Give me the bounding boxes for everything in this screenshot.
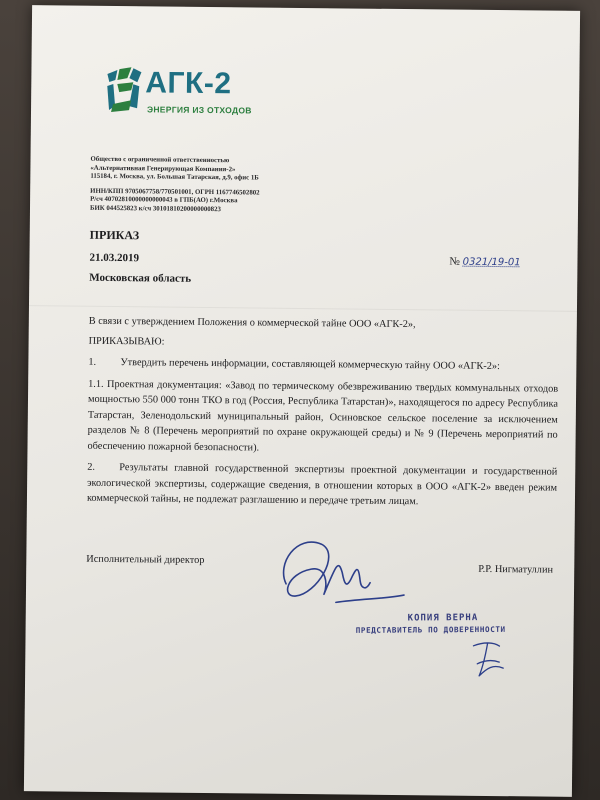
item-1-number: 1.	[88, 356, 97, 368]
org-inn-ogrn: ИНН/КПП 9705067758/770501001, ОГРН 1167746502802	[90, 187, 260, 197]
paper-fold	[29, 305, 577, 312]
item-1-1: 1.1. Проектная документация: «Завод по термическому обезвреживанию твердых коммунальных отходов мощностью 550 000 тонн ТКО в год (Россия, Республика Татарстан)», находящегося по адресу Республика Татарстан, Зеленодольский муниципальный район, Осиновское сельское поселение за исключением разделов № 8 (Перечень мероприятий по охране окружающей среды) и № 9 (Перечень мероприятий по обеспечению пожарной безопасности).	[87, 378, 559, 454]
order-number-handwritten: 0321/19-01	[462, 256, 521, 269]
signer-name: Р.Р. Нигматуллин	[478, 563, 554, 576]
document-title: ПРИКАЗ	[89, 227, 140, 243]
stamp-line-1: КОПИЯ ВЕРНА	[407, 613, 479, 624]
intro-paragraph: В связи с утверждением Положения о коммерческой тайне ООО «АГК-2»,	[88, 315, 416, 331]
org-account: Р/сч 40702810000000000043 в ГПБ(АО) г.Москва	[90, 196, 238, 205]
company-logo	[103, 66, 324, 128]
certifier-signature	[469, 638, 509, 682]
document-sheet	[24, 5, 580, 797]
handwritten-signature	[266, 524, 407, 615]
signer-role: Исполнительный директор	[86, 553, 205, 566]
stamp-line-2: ПРЕДСТАВИТЕЛЬ ПО ДОВЕРЕННОСТИ	[355, 624, 506, 635]
order-region: Московская область	[89, 271, 192, 285]
org-name: «Альтернативная Генерирующая Компания-2»	[90, 164, 236, 173]
item-2-text: Результаты главной государственной экспертизы проектной документации и государственной экологической экспертизы, содержащие сведения, в отношении которых в ООО «АГК-2» введен режим коммерческой тайны, не подлежат разглашению и передаче третьим лицам.	[86, 462, 558, 508]
order-date: 21.03.2019	[89, 251, 140, 265]
item-2-number: 2.	[87, 461, 96, 473]
logo-slogan: ЭНЕРГИЯ ИЗ ОТХОДОВ	[146, 104, 252, 116]
company-requisites	[90, 156, 351, 216]
item-1-text: Утвердить перечень информации, составляющей коммерческую тайну ООО «АГК-2»:	[120, 357, 500, 373]
order-number	[449, 256, 520, 269]
order-number-label: №	[449, 255, 461, 268]
order-word: ПРИКАЗЫВАЮ:	[88, 335, 165, 348]
copy-certified-stamp	[356, 613, 506, 635]
org-bik: БИК 044525823 к/сч 30101810200000000823	[89, 204, 221, 214]
item-2	[87, 460, 557, 511]
document-body	[87, 314, 559, 511]
item-1	[88, 355, 558, 375]
logo-mark-icon	[103, 66, 144, 114]
org-type: Общество с ограниченной ответственностью	[90, 155, 230, 165]
org-address: 115184, г. Москва, ул. Большая Татарская, д.9, офис 1Б	[90, 172, 259, 182]
logo-name: АГК-2	[145, 66, 232, 101]
